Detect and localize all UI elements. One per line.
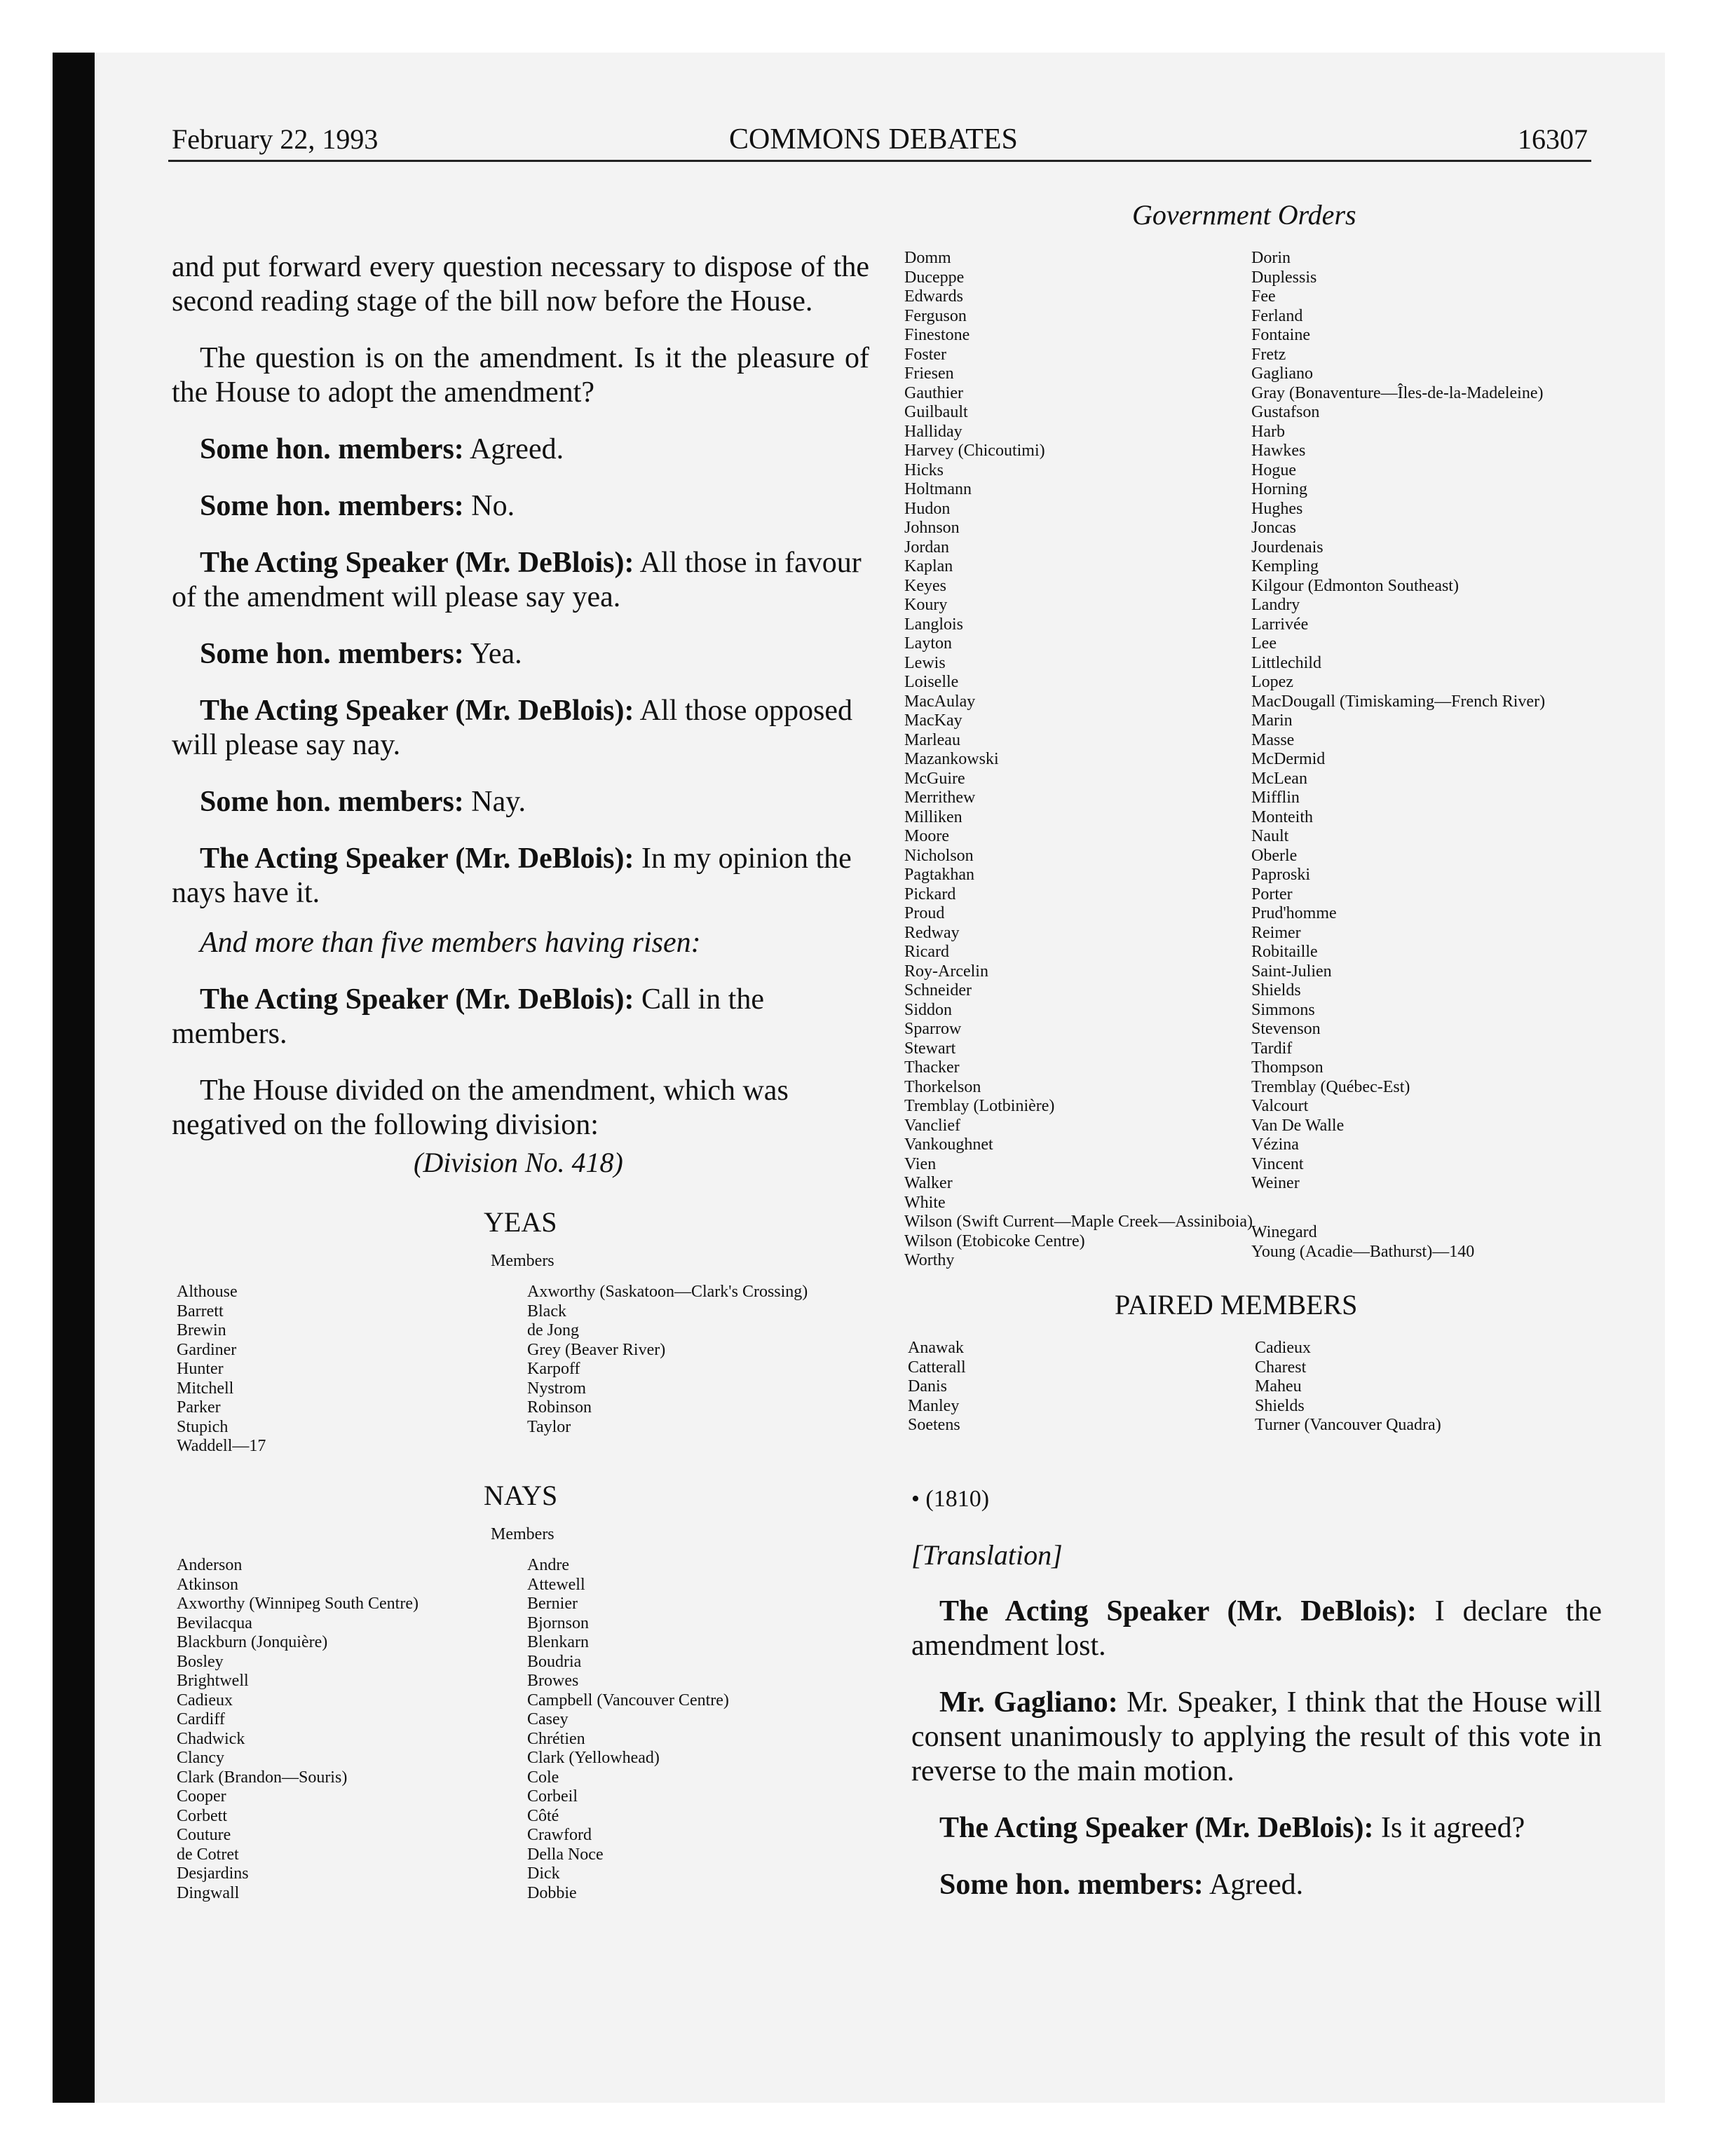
statement	[172, 637, 869, 671]
speaker-name: Some hon. members:	[200, 638, 464, 670]
member-name: Desjardins	[177, 1864, 249, 1883]
member-name: Van De Walle	[1251, 1116, 1345, 1135]
member-name: Tardif	[1251, 1039, 1293, 1058]
speech: All those opposed will please say nay.	[172, 695, 852, 761]
member-name: Milliken	[904, 807, 962, 826]
member-name: Friesen	[904, 364, 954, 383]
member-name: Hicks	[904, 460, 944, 479]
member-name: Bjornson	[527, 1613, 590, 1632]
member-name: Gagliano	[1251, 364, 1313, 383]
member-name: Saint-Julien	[1251, 962, 1332, 981]
member-name: Larrivée	[1251, 615, 1309, 634]
member-name: Duceppe	[904, 268, 965, 287]
member-name: Mitchell	[177, 1379, 234, 1398]
member-name: Soetens	[908, 1416, 960, 1434]
timestamp: • (1810)	[911, 1486, 990, 1512]
member-name: McLean	[1251, 769, 1307, 788]
member-name: Monteith	[1251, 807, 1313, 826]
member-name: Charest	[1255, 1358, 1307, 1377]
member-name: Kempling	[1251, 557, 1319, 575]
scan-binding-edge	[53, 53, 95, 2103]
speaker-name: The Acting Speaker (Mr. DeBlois):	[939, 1812, 1374, 1844]
member-name: de Jong	[527, 1321, 579, 1339]
speech: Is it agreed?	[1373, 1812, 1525, 1844]
member-name: Manley	[908, 1396, 960, 1415]
member-name: Black	[527, 1302, 566, 1321]
speaker-name: Mr. Gagliano:	[939, 1686, 1118, 1719]
member-name: Layton	[904, 634, 952, 653]
member-name: Vanclief	[904, 1116, 960, 1135]
member-name: Lee	[1251, 634, 1277, 653]
member-name: Corbett	[177, 1806, 227, 1825]
member-name: Nault	[1251, 827, 1289, 845]
member-name: Cardiff	[177, 1710, 225, 1728]
member-name: Guilbault	[904, 403, 968, 421]
member-name: Grey (Beaver River)	[527, 1340, 666, 1359]
member-name: Stewart	[904, 1039, 956, 1058]
right-column-text	[911, 1595, 1602, 1902]
member-name: Hogue	[1251, 460, 1296, 479]
statement	[172, 546, 869, 615]
member-name: Hughes	[1251, 499, 1303, 518]
member-name: Maheu	[1255, 1377, 1302, 1396]
member-name: Tremblay (Québec-Est)	[1251, 1077, 1410, 1096]
speech: Agreed.	[1203, 1869, 1304, 1901]
member-name: Prud'homme	[1251, 904, 1337, 922]
member-name: MacAulay	[904, 692, 976, 711]
member-name: Gardiner	[177, 1340, 237, 1359]
statement	[172, 983, 869, 1051]
statement	[172, 785, 869, 819]
member-name: Dorin	[1251, 249, 1291, 267]
speaker-name: The Acting Speaker (Mr. DeBlois):	[200, 547, 634, 579]
member-name: Young (Acadie—Bathurst)—140	[1251, 1242, 1475, 1261]
member-name: Robinson	[527, 1398, 592, 1417]
page-number: 16307	[1518, 123, 1588, 155]
member-name: Dingwall	[177, 1883, 240, 1902]
member-name: Brewin	[177, 1321, 226, 1339]
member-name: Gustafson	[1251, 403, 1320, 421]
member-name: Parker	[177, 1398, 221, 1417]
member-name: Duplessis	[1251, 268, 1317, 287]
nays-list-column-4-end	[1251, 1223, 1474, 1262]
member-name: Chrétien	[527, 1729, 585, 1748]
member-name: McGuire	[904, 769, 965, 788]
paragraph: The House divided on the amendment, which was negatived on the following division:	[172, 1074, 789, 1141]
member-name: Ferguson	[904, 306, 967, 325]
member-name: Blackburn (Jonquière)	[177, 1633, 328, 1651]
member-name: Vézina	[1251, 1135, 1299, 1154]
member-name: Ferland	[1251, 306, 1303, 325]
translation-note: [Translation]	[911, 1539, 1063, 1571]
member-name: Worthy	[904, 1251, 955, 1269]
statement	[172, 489, 869, 524]
member-name: Mazankowski	[904, 750, 999, 768]
member-name: Langlois	[904, 615, 963, 634]
member-name: Paproski	[1251, 866, 1310, 884]
member-name: Hudon	[904, 499, 951, 518]
member-name: Lewis	[904, 653, 946, 672]
member-name: Koury	[904, 596, 948, 614]
statement	[911, 1868, 1602, 1902]
member-name: Harvey (Chicoutimi)	[904, 442, 1045, 460]
member-name: Thorkelson	[904, 1077, 981, 1096]
member-name: Joncas	[1251, 519, 1296, 537]
speech: Nay.	[463, 786, 526, 818]
member-name: Nystrom	[527, 1379, 586, 1398]
header-date: February 22, 1993	[172, 123, 379, 155]
member-name: Halliday	[904, 422, 962, 441]
member-name: Anawak	[908, 1339, 964, 1357]
speech: Mr. Speaker, I think that the House will consent unanimously to applying the result of this vote in reverse to the main motion.	[911, 1686, 1603, 1787]
speaker-name: The Acting Speaker (Mr. DeBlois):	[200, 842, 634, 875]
member-name: de Cotret	[177, 1845, 239, 1864]
member-name: Tremblay (Lotbinière)	[904, 1097, 1055, 1115]
member-name: Axworthy (Winnipeg South Centre)	[177, 1595, 419, 1613]
member-name: Cole	[527, 1768, 559, 1787]
member-name: Casey	[527, 1710, 569, 1728]
paragraph: and put forward every question necessary to dispose of the second reading stage of the bill now before the House.	[172, 251, 869, 318]
nays-heading: NAYS	[484, 1480, 558, 1511]
section-title: Government Orders	[1132, 199, 1356, 231]
header-rule	[168, 160, 1591, 162]
paired-heading: PAIRED MEMBERS	[1115, 1289, 1358, 1321]
member-name: Marin	[1251, 711, 1293, 730]
speaker-name: The Acting Speaker (Mr. DeBlois):	[200, 983, 634, 1016]
member-name: Marleau	[904, 730, 960, 749]
member-name: Vincent	[1251, 1154, 1304, 1173]
member-name: Boudria	[527, 1652, 582, 1671]
member-name: Della Noce	[527, 1845, 604, 1864]
member-name: Karpoff	[527, 1360, 580, 1378]
member-name: Oberle	[1251, 846, 1298, 865]
member-name: Vankoughnet	[904, 1135, 993, 1154]
member-name: Masse	[1251, 730, 1295, 749]
speech: No.	[463, 490, 515, 522]
member-name: Thompson	[1251, 1058, 1324, 1077]
paired-list-column-2	[1255, 1339, 1441, 1435]
member-name: Pagtakhan	[904, 866, 974, 884]
member-name: Atkinson	[177, 1575, 239, 1594]
member-name: Jordan	[904, 538, 949, 557]
member-name: Mifflin	[1251, 789, 1300, 807]
member-name: Anderson	[177, 1556, 243, 1574]
member-name: Blenkarn	[527, 1633, 589, 1651]
member-name: Cadieux	[1255, 1339, 1311, 1357]
member-name: Pickard	[904, 885, 956, 903]
statement	[911, 1811, 1602, 1845]
member-name: Redway	[904, 923, 960, 942]
member-name: McDermid	[1251, 750, 1326, 768]
member-name: Foster	[904, 345, 946, 364]
member-name: Nicholson	[904, 846, 974, 865]
member-name: Landry	[1251, 596, 1300, 614]
member-name: Althouse	[177, 1283, 238, 1301]
member-name: Bevilacqua	[177, 1613, 252, 1632]
member-name: Attewell	[527, 1575, 585, 1594]
member-name: Keyes	[904, 576, 946, 595]
member-name: Fontaine	[1251, 326, 1310, 344]
member-name: Crawford	[527, 1826, 592, 1844]
member-name: Johnson	[904, 519, 960, 537]
statement	[911, 1686, 1602, 1789]
nays-list-column-3	[904, 249, 1253, 1271]
member-name: Turner (Vancouver Quadra)	[1255, 1416, 1441, 1434]
member-name: Winegard	[1251, 1223, 1317, 1241]
paragraph: The question is on the amendment. Is it the pleasure of the House to adopt the amendment?	[172, 342, 869, 409]
speech: Call in the members.	[172, 983, 764, 1050]
member-name: Stevenson	[1251, 1020, 1321, 1038]
member-name: Côté	[527, 1806, 559, 1825]
member-name: Cooper	[177, 1787, 226, 1806]
member-name: Andre	[527, 1556, 569, 1574]
member-name: Axworthy (Saskatoon—Clark's Crossing)	[527, 1283, 808, 1301]
member-name: Proud	[904, 904, 945, 922]
member-name: Harb	[1251, 422, 1285, 441]
member-name: Barrett	[177, 1302, 224, 1321]
member-name: Hunter	[177, 1360, 224, 1378]
member-name: Domm	[904, 249, 951, 267]
member-name: Corbeil	[527, 1787, 578, 1806]
member-name: Walker	[904, 1174, 953, 1192]
member-name: Campbell (Vancouver Centre)	[527, 1691, 729, 1710]
speech: I declare the amendment lost.	[911, 1595, 1602, 1662]
member-name: MacDougall (Timiskaming—French River)	[1251, 692, 1546, 711]
member-name: Thacker	[904, 1058, 960, 1077]
member-name: Wilson (Etobicoke Centre)	[904, 1231, 1085, 1250]
speech: Yea.	[463, 638, 522, 670]
member-name: Edwards	[904, 287, 963, 306]
member-name: Clark (Yellowhead)	[527, 1749, 660, 1767]
member-name: Jourdenais	[1251, 538, 1324, 557]
stage-direction: And more than five members having risen:	[200, 927, 701, 959]
member-name: Shields	[1251, 981, 1301, 999]
member-name: Fretz	[1251, 345, 1286, 364]
member-name: Danis	[908, 1377, 947, 1396]
member-name: Horning	[1251, 480, 1307, 498]
statement	[172, 694, 869, 763]
nays-list-column-2	[527, 1556, 729, 1903]
member-name: Valcourt	[1251, 1097, 1309, 1115]
member-name: Gray (Bonaventure—Îles-de-la-Madeleine)	[1251, 383, 1544, 402]
speaker-name: Some hon. members:	[200, 433, 464, 465]
member-name: Schneider	[904, 981, 972, 999]
member-name: Simmons	[1251, 1000, 1315, 1019]
member-name: Ricard	[904, 943, 949, 961]
member-name: Bosley	[177, 1652, 224, 1671]
member-name: Dick	[527, 1864, 560, 1883]
member-name: Holtmann	[904, 480, 972, 498]
yeas-members-label: Members	[491, 1252, 554, 1270]
nays-list-column-4	[1251, 249, 1545, 1194]
member-name: Lopez	[1251, 673, 1293, 691]
yeas-heading: YEAS	[484, 1206, 557, 1238]
member-name: Browes	[527, 1672, 579, 1690]
paired-list-column-1	[908, 1339, 966, 1435]
member-name: Robitaille	[1251, 943, 1318, 961]
left-column-text	[172, 250, 869, 1142]
speaker-name: Some hon. members:	[939, 1869, 1204, 1901]
member-name: Chadwick	[177, 1729, 245, 1748]
member-name: Taylor	[527, 1417, 571, 1436]
member-name: White	[904, 1193, 946, 1212]
nays-list-column-1	[177, 1556, 419, 1903]
member-name: Waddell—17	[177, 1437, 266, 1455]
member-name: Couture	[177, 1826, 231, 1844]
member-name: Wilson (Swift Current—Maple Creek—Assiniboia)	[904, 1213, 1253, 1231]
statement	[172, 432, 869, 467]
member-name: Sparrow	[904, 1020, 962, 1038]
speech: All those in favour of the amendment will please say yea.	[172, 547, 862, 613]
speaker-name: Some hon. members:	[200, 786, 464, 818]
member-name: Porter	[1251, 885, 1293, 903]
member-name: Gauthier	[904, 383, 963, 402]
member-name: Finestone	[904, 326, 970, 344]
member-name: Stupich	[177, 1417, 229, 1436]
member-name: Cadieux	[177, 1691, 233, 1710]
nays-members-label: Members	[491, 1525, 554, 1543]
member-name: Clark (Brandon—Souris)	[177, 1768, 348, 1787]
member-name: Clancy	[177, 1749, 224, 1767]
speaker-name: The Acting Speaker (Mr. DeBlois):	[939, 1595, 1417, 1628]
member-name: Bernier	[527, 1595, 578, 1613]
member-name: Kilgour (Edmonton Southeast)	[1251, 576, 1459, 595]
speech: Agreed.	[463, 433, 564, 465]
member-name: Reimer	[1251, 923, 1301, 942]
member-name: Roy-Arcelin	[904, 962, 988, 981]
member-name: Siddon	[904, 1000, 953, 1019]
member-name: Kaplan	[904, 557, 953, 575]
member-name: MacKay	[904, 711, 962, 730]
yeas-list-column-1	[177, 1283, 266, 1456]
member-name: Merrithew	[904, 789, 976, 807]
statement	[172, 842, 869, 910]
member-name: Hawkes	[1251, 442, 1306, 460]
yeas-list-column-2	[527, 1283, 808, 1437]
member-name: Littlechild	[1251, 653, 1321, 672]
member-name: Moore	[904, 827, 949, 845]
speech: In my opinion the nays have it.	[172, 842, 852, 909]
header-title: COMMONS DEBATES	[729, 123, 1018, 156]
division-number: (Division No. 418)	[414, 1147, 623, 1178]
member-name: Loiselle	[904, 673, 959, 691]
member-name: Catterall	[908, 1358, 966, 1377]
member-name: Weiner	[1251, 1174, 1300, 1192]
statement	[911, 1595, 1602, 1663]
member-name: Dobbie	[527, 1883, 577, 1902]
member-name: Fee	[1251, 287, 1276, 306]
speaker-name: Some hon. members:	[200, 490, 464, 522]
member-name: Brightwell	[177, 1672, 249, 1690]
member-name: Shields	[1255, 1396, 1305, 1415]
speaker-name: The Acting Speaker (Mr. DeBlois):	[200, 695, 634, 727]
member-name: Vien	[904, 1154, 937, 1173]
